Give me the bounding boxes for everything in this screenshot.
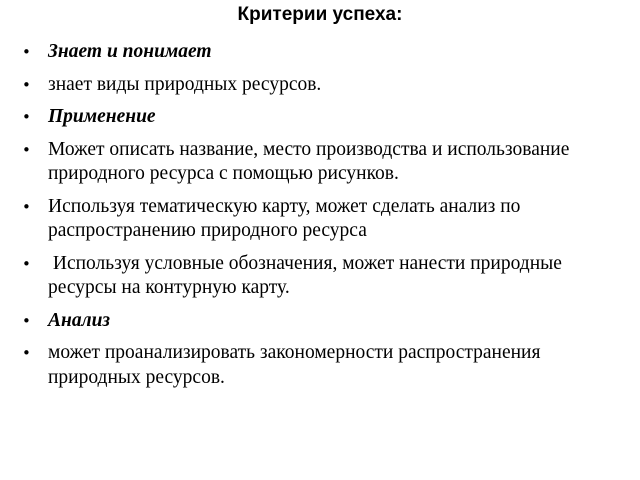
bullet-item-contour-map [20,252,626,301]
bullet-item-knows-types [20,73,626,98]
bullet-text: Используя условные обозначения, может нанести природные ресурсы на контурную карту. [48,252,567,298]
bullet-item-describe [20,138,626,187]
bullet-item-application-heading [20,105,626,130]
bullet-text: Может описать название, место производства и использование природного ресурса с помощью рисунков. [48,138,575,184]
bullet-item-knows-heading [20,40,626,65]
bullet-dot-icon: • [22,108,31,126]
bullet-text: может проанализировать закономерности распространения природных ресурсов. [48,342,546,388]
bullet-dot-icon: • [22,311,31,330]
bullet-dot-icon: • [22,43,31,61]
bullet-item-thematic-map [20,195,626,244]
bullet-item-analyze-patterns [20,341,626,390]
slide-title: Критерии успеха: [237,4,403,25]
bullet-text: знает виды природных ресурсов. [48,73,322,95]
bullet-dot-icon: • [22,344,31,362]
bullet-text: Используя тематическую карту, может сделать анализ по распространению природного ресурса [48,195,526,241]
bullet-text: Знает и понимает [48,41,212,62]
bullet-item-analysis-heading [20,309,626,334]
bullet-dot-icon: • [22,140,31,159]
bullet-dot-icon: • [22,75,31,94]
bullet-text: Анализ [48,309,111,331]
bullet-text: Применение [48,106,156,127]
bullet-dot-icon: • [22,197,31,216]
bullet-dot-icon: • [22,254,31,273]
bullet-list [20,40,626,398]
